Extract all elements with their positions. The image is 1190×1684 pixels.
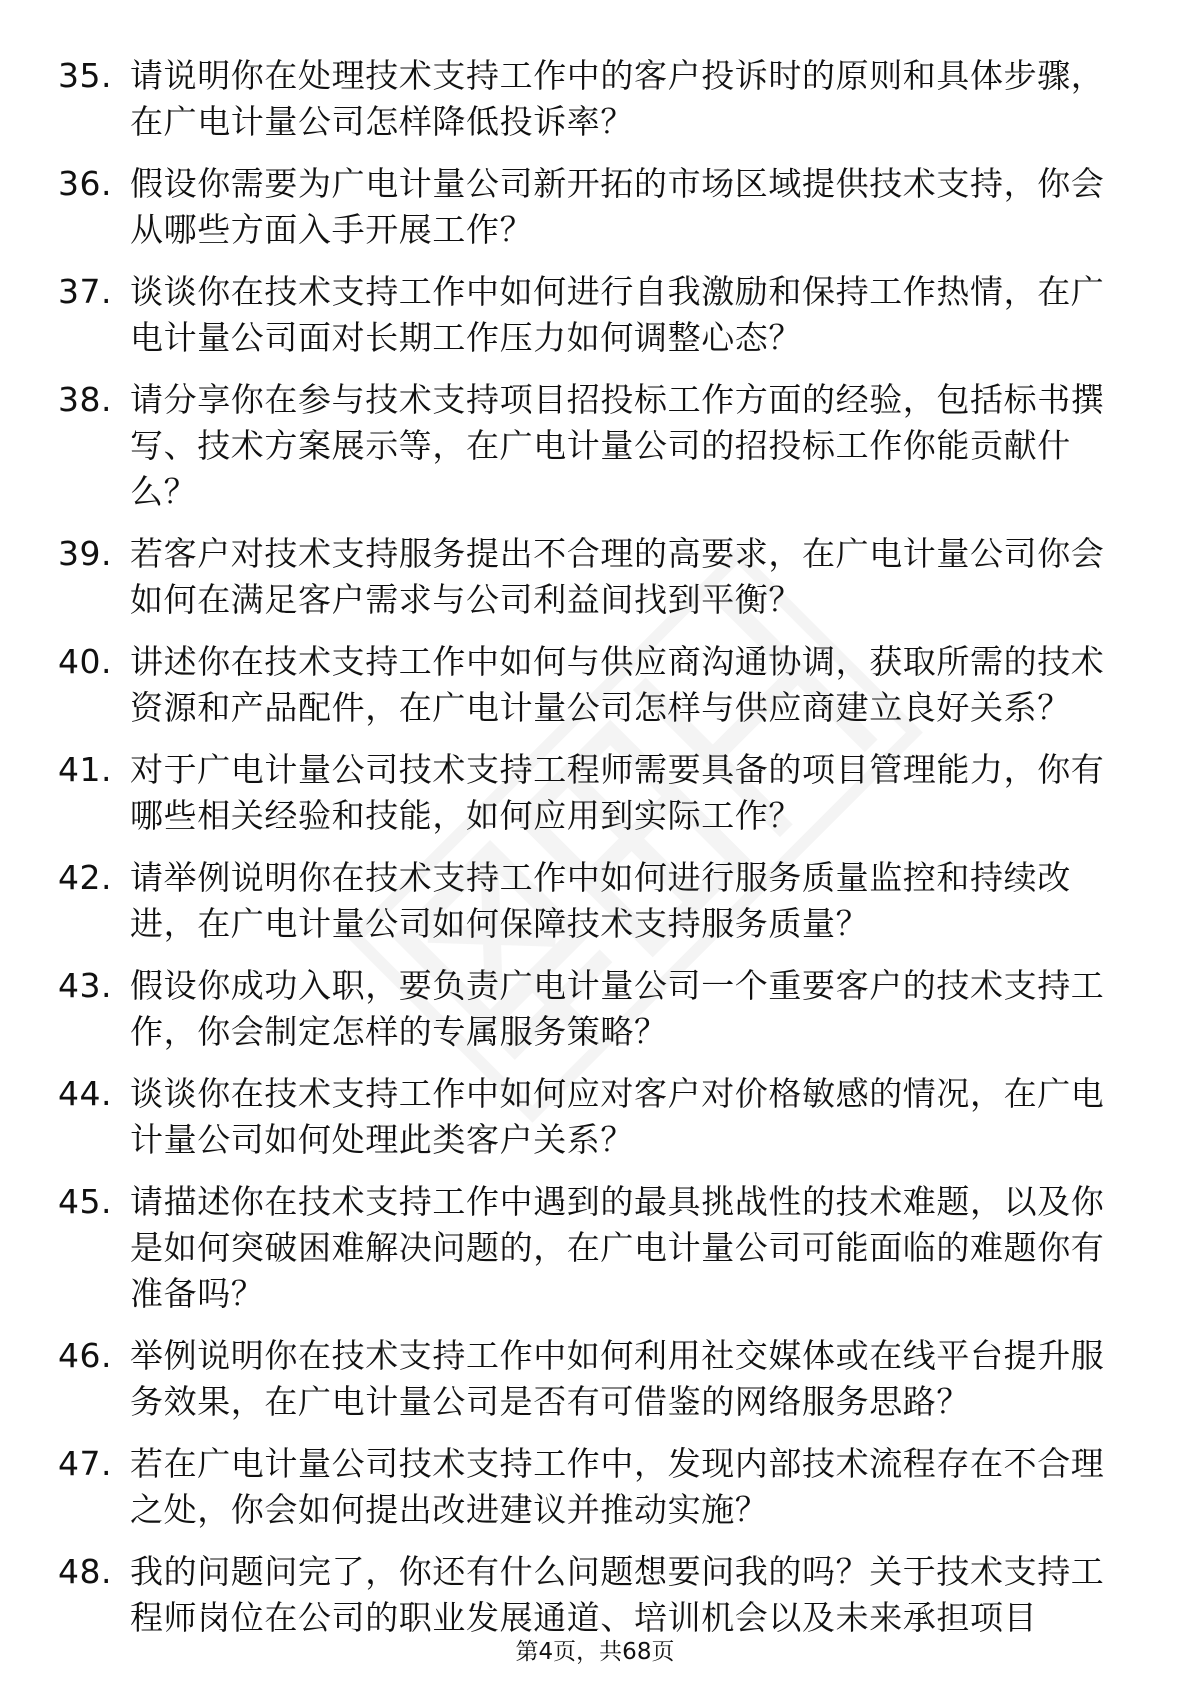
question-number: 40. [58,642,112,681]
question-text: 举例说明你在技术支持工作中如何利用社交媒体或在线平台提升服务效果，在广电计量公司是否有可借鉴的网络服务思路？ [130,1336,1105,1421]
question-number: 43. [58,966,112,1005]
question-text: 假设你成功入职，要负责广电计量公司一个重要客户的技术支持工作，你会制定怎样的专属服务策略？ [130,966,1105,1051]
question-item [58,53,1118,145]
question-item [58,269,1118,361]
question-number: 45. [58,1182,112,1221]
question-number: 48. [58,1552,112,1591]
question-number: 46. [58,1336,112,1375]
question-number: 39. [58,534,112,573]
question-number: 41. [58,750,112,789]
question-text: 对于广电计量公司技术支持工程师需要具备的项目管理能力，你有哪些相关经验和技能，如何应用到实际工作？ [130,750,1105,835]
question-item [58,1549,1118,1641]
question-item [58,1333,1118,1425]
question-number: 35. [58,56,112,95]
question-item [58,639,1118,731]
question-item [58,963,1118,1055]
question-item [58,747,1118,839]
question-text: 请举例说明你在技术支持工作中如何进行服务质量监控和持续改进，在广电计量公司如何保障技术支持服务质量？ [130,858,1071,943]
question-item [58,1179,1118,1317]
question-item [58,1441,1118,1533]
question-text: 请说明你在处理技术支持工作中的客户投诉时的原则和具体步骤，在广电计量公司怎样降低投诉率？ [130,56,1105,141]
question-number: 44. [58,1074,112,1113]
question-number: 36. [58,164,112,203]
question-text: 假设你需要为广电计量公司新开拓的市场区域提供技术支持，你会从哪些方面入手开展工作？ [130,164,1105,249]
question-item [58,531,1118,623]
question-text: 若在广电计量公司技术支持工作中，发现内部技术流程存在不合理之处，你会如何提出改进建议并推动实施？ [130,1444,1105,1529]
question-text: 讲述你在技术支持工作中如何与供应商沟通协调，获取所需的技术资源和产品配件，在广电计量公司怎样与供应商建立良好关系？ [130,642,1105,727]
question-item [58,377,1118,515]
question-item [58,1071,1118,1163]
question-text: 我的问题问完了，你还有什么问题想要问我的吗？关于技术支持工程师岗位在公司的职业发展通道、培训机会以及未来承担项目 [130,1552,1105,1637]
question-text: 若客户对技术支持服务提出不合理的高要求，在广电计量公司你会如何在满足客户需求与公司利益间找到平衡？ [130,534,1105,619]
page-indicator: 第4页，共68页 [515,1639,675,1665]
question-text: 谈谈你在技术支持工作中如何应对客户对价格敏感的情况，在广电计量公司如何处理此类客户关系？ [130,1074,1105,1159]
question-text: 请描述你在技术支持工作中遇到的最具挑战性的技术难题，以及你是如何突破困难解决问题的，在广电计量公司可能面临的难题你有准备吗？ [130,1182,1105,1313]
question-text: 请分享你在参与技术支持项目招投标工作方面的经验，包括标书撰写、技术方案展示等，在广电计量公司的招投标工作你能贡献什么？ [130,380,1105,511]
question-number: 47. [58,1444,112,1483]
question-item [58,161,1118,253]
question-text: 谈谈你在技术支持工作中如何进行自我激励和保持工作热情，在广电计量公司面对长期工作压力如何调整心态？ [130,272,1105,357]
question-number: 42. [58,858,112,897]
question-number: 38. [58,380,112,419]
question-number: 37. [58,272,112,311]
question-item [58,855,1118,947]
question-list [58,53,1118,1657]
